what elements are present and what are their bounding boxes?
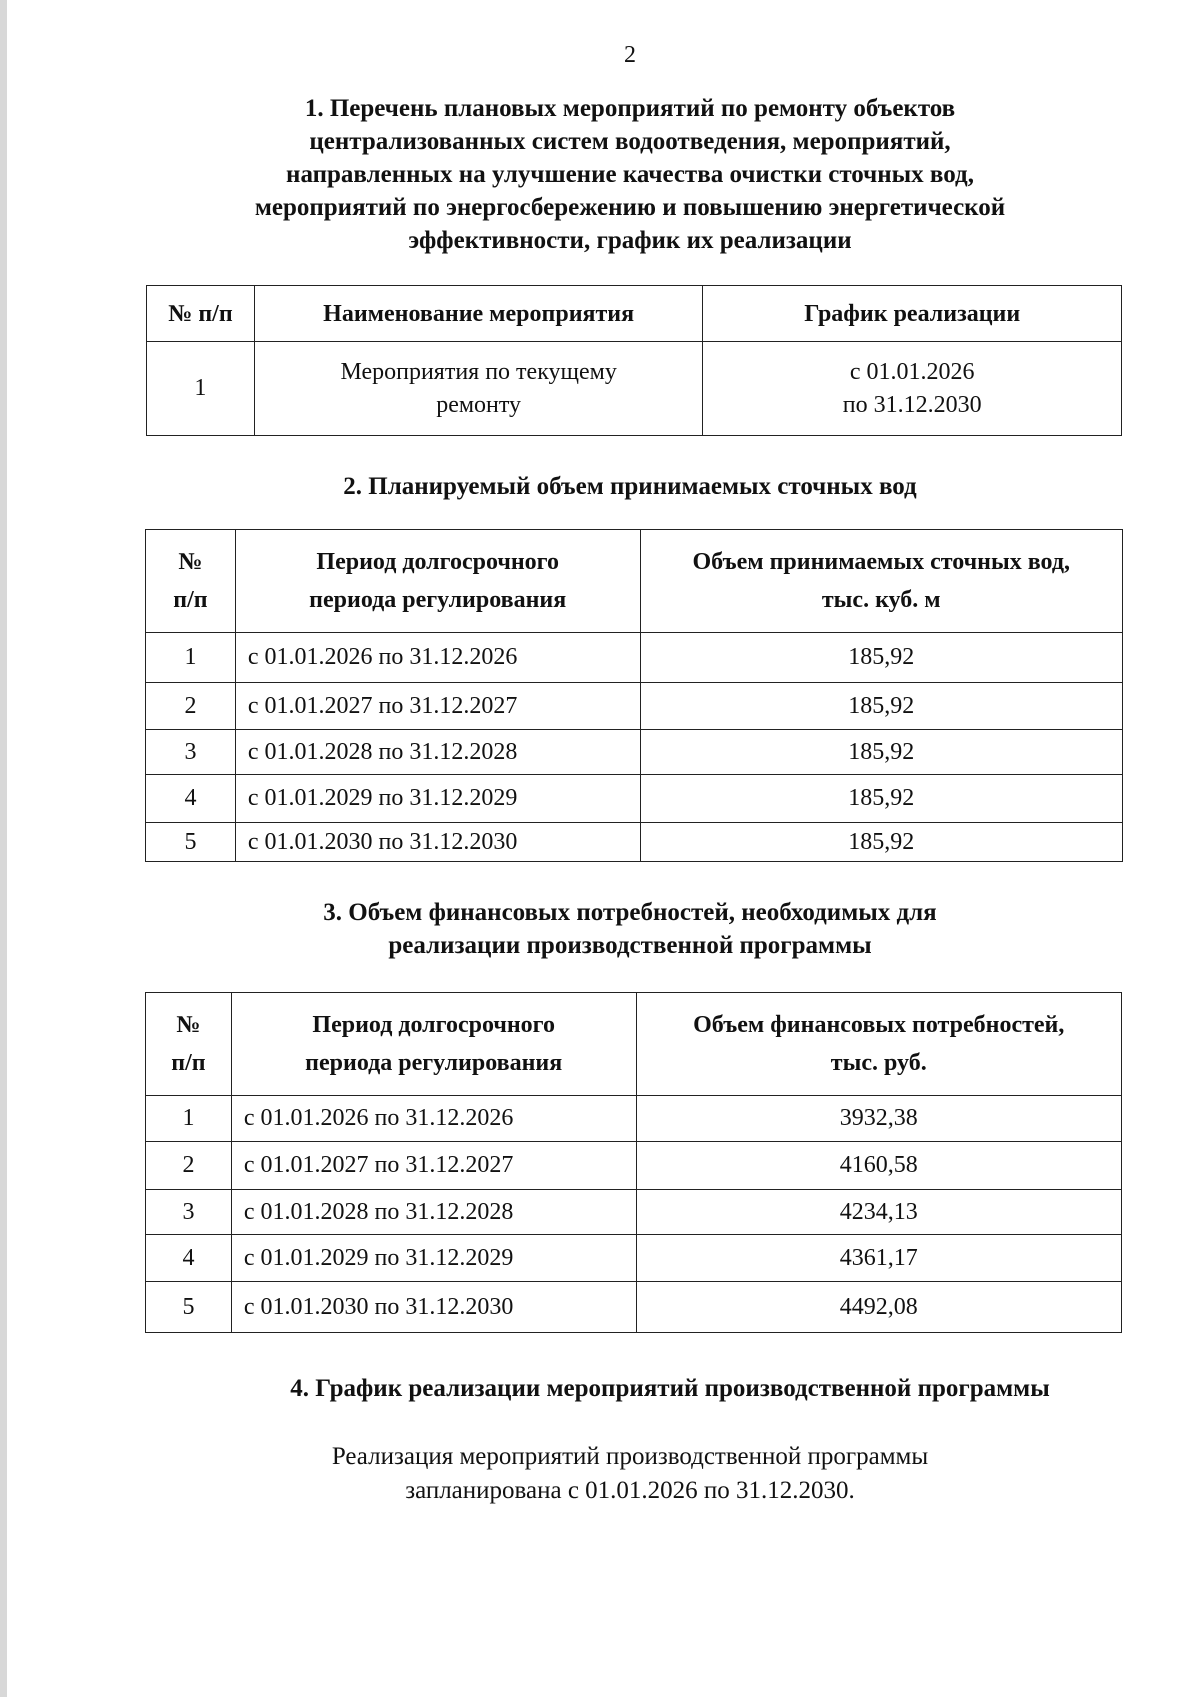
row-num: 1 [146, 1096, 232, 1142]
row-value: 185,92 [640, 633, 1123, 683]
header-period-line: Период долгосрочного [312, 1012, 555, 1038]
section2-title: 2. Планируемый объем принимаемых сточных вод [343, 473, 917, 500]
row-schedule-line: с 01.01.2026 [849, 358, 975, 385]
section1-title-line: мероприятий по энергосбережению и повышению энергетической [254, 194, 1006, 221]
header-name: Наименование мероприятия [254, 286, 703, 342]
page-number: 2 [624, 42, 636, 68]
section1-title-line: 1. Перечень плановых мероприятий по ремонту объектов [304, 95, 956, 122]
row-period: с 01.01.2026 по 31.12.2026 [235, 633, 640, 683]
header-value-line: Объем принимаемых сточных вод, [692, 549, 1070, 575]
row-period: с 01.01.2027 по 31.12.2027 [235, 683, 640, 730]
header-value-line: Объем финансовых потребностей, [693, 1012, 1065, 1038]
header-period-line: периода регулирования [309, 587, 567, 613]
section2-table [145, 529, 1123, 862]
row-period: с 01.01.2029 по 31.12.2029 [235, 775, 640, 823]
header-num-line: п/п [171, 1050, 206, 1076]
section1-title-line: централизованных систем водоотведения, мероприятий, [309, 128, 951, 155]
section1-title [0, 92, 1200, 257]
row-value: 3932,38 [636, 1096, 1122, 1142]
section3-table [145, 992, 1122, 1333]
row-value: 4234,13 [636, 1190, 1122, 1235]
row-num: 1 [146, 633, 236, 683]
section3-title-line: реализации производственной программы [388, 932, 872, 959]
row-period: с 01.01.2028 по 31.12.2028 [235, 730, 640, 775]
row-value: 185,92 [640, 683, 1123, 730]
table-row [146, 683, 1123, 730]
header-num-line: п/п [173, 587, 208, 613]
header-num: № п/п [147, 286, 255, 342]
row-value: 185,92 [640, 775, 1123, 823]
table-row [147, 342, 1122, 436]
section3-title-line: 3. Объем финансовых потребностей, необходимых для [323, 899, 937, 926]
header-num [146, 993, 232, 1096]
table-header-row [146, 530, 1123, 633]
section1-table [146, 285, 1122, 436]
section4-title: 4. График реализации мероприятий производственной программы [290, 1375, 1050, 1402]
table-row [146, 633, 1123, 683]
header-value [636, 993, 1122, 1096]
header-period-line: Период долгосрочного [316, 549, 559, 575]
header-num [146, 530, 236, 633]
table-row [146, 730, 1123, 775]
table-row [146, 1096, 1122, 1142]
table-row [146, 1235, 1122, 1282]
header-period [235, 530, 640, 633]
row-value: 185,92 [640, 823, 1123, 862]
row-value: 4361,17 [636, 1235, 1122, 1282]
row-value: 4160,58 [636, 1142, 1122, 1190]
row-schedule-line: по 31.12.2030 [842, 391, 982, 418]
section1-title-line: направленных на улучшение качества очистки сточных вод, [286, 161, 974, 188]
row-num: 2 [146, 683, 236, 730]
row-num: 3 [146, 730, 236, 775]
row-num: 2 [146, 1142, 232, 1190]
table-header-row [147, 286, 1122, 342]
row-period: с 01.01.2027 по 31.12.2027 [231, 1142, 636, 1190]
row-period: с 01.01.2030 по 31.12.2030 [231, 1282, 636, 1333]
header-period-line: периода регулирования [305, 1050, 563, 1076]
section4-text-line: Реализация мероприятий производственной программы [331, 1443, 929, 1470]
section4-text-line: запланирована с 01.01.2026 по 31.12.2030. [405, 1477, 855, 1504]
row-value: 185,92 [640, 730, 1123, 775]
header-value-line: тыс. руб. [830, 1050, 927, 1076]
header-value [640, 530, 1123, 633]
row-value: 4492,08 [636, 1282, 1122, 1333]
row-num: 4 [146, 1235, 232, 1282]
row-name-line: Мероприятия по текущему [340, 358, 617, 385]
row-schedule [703, 342, 1122, 436]
header-period [231, 993, 636, 1096]
section4-text [0, 1440, 1200, 1508]
header-schedule: График реализации [703, 286, 1122, 342]
header-num-line: № [178, 549, 203, 575]
table-row [146, 1282, 1122, 1333]
row-num: 3 [146, 1190, 232, 1235]
table-row [146, 1142, 1122, 1190]
section3-title [0, 896, 1200, 962]
header-value-line: тыс. куб. м [821, 587, 941, 613]
row-period: с 01.01.2030 по 31.12.2030 [235, 823, 640, 862]
table-row [146, 823, 1123, 862]
row-name [254, 342, 703, 436]
section1-title-line: эффективности, график их реализации [408, 227, 852, 254]
header-num-line: № [176, 1012, 201, 1038]
row-period: с 01.01.2026 по 31.12.2026 [231, 1096, 636, 1142]
row-period: с 01.01.2029 по 31.12.2029 [231, 1235, 636, 1282]
table-row [146, 775, 1123, 823]
row-num: 1 [147, 342, 255, 436]
row-period: с 01.01.2028 по 31.12.2028 [231, 1190, 636, 1235]
row-num: 4 [146, 775, 236, 823]
row-num: 5 [146, 823, 236, 862]
row-name-line: ремонту [436, 391, 522, 418]
row-num: 5 [146, 1282, 232, 1333]
table-header-row [146, 993, 1122, 1096]
table-row [146, 1190, 1122, 1235]
